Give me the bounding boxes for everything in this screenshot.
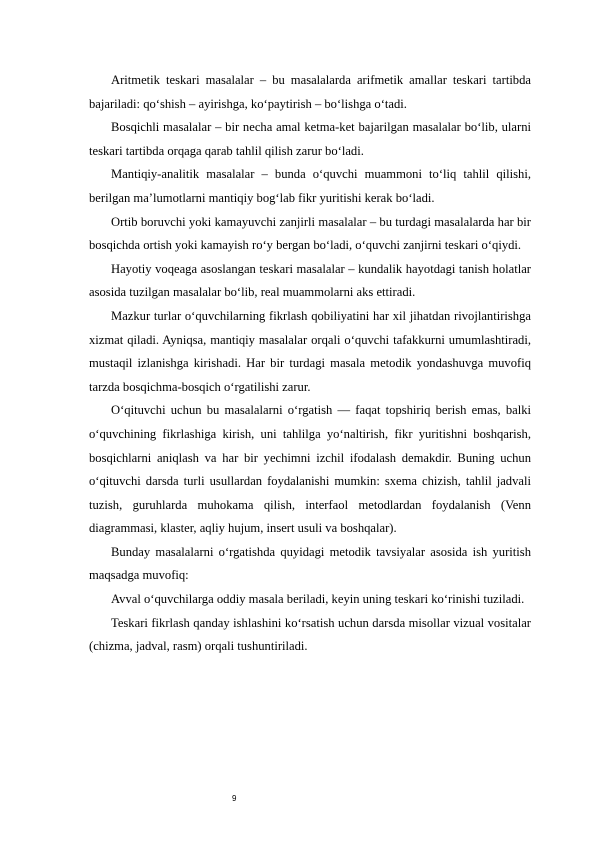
paragraph-teacher-role: O‘qituvchi uchun bu masalalarni o‘rgatish — faqat topshiriq berish emas, balki o‘quvchining fikrlashiga kirish, uni tahlilga yo‘naltirish, fikr yuritishni boshqarish, bosqichlarni aniqlash va har bir yechimni izchil ifodalash demakdir. Buning uchun o‘qituvchi darsda turli usullardan foydalanishi mumkin: sxema chizish, tahlil jadvali tuzish, guruhlarda muhokama qilish, interfaol metodlardan foydalanish (Venn diagrammasi, klaster, aqliy hujum, insert usuli va boshqalar). xyxy=(89,403,531,536)
page-body xyxy=(89,69,531,659)
paragraph-thinking-development: Mazkur turlar o‘quvchilarning fikrlash qobiliyatini har xil jihatdan rivojlantirishga xizmat qiladi. Ayniqsa, mantiqiy masalalar orqali o‘quvchi tafakkurni umumlashtiradi, mustaqil izlanishga kirishadi. Har bir turdagi masala metodik yondashuvga muvofiq tarzda bosqichma-bosqich o‘rgatilishi zarur. xyxy=(89,308,531,394)
paragraph-recommendations-intro: Bunday masalalarni o‘rgatishda quyidagi metodik tavsiyalar asosida ish yuritish maqsadga muvofiq: xyxy=(89,544,531,583)
paragraph-recommendation-visual: Teskari fikrlash qanday ishlashini ko‘rsatish uchun darsda misollar vizual vositalar (chizma, jadval, rasm) orqali tushuntiriladi. xyxy=(89,615,531,654)
paragraph-logical-analytic: Mantiqiy-analitik masalalar – bunda o‘quvchi muammoni to‘liq tahlil qilishi, berilgan ma’lumotlarni mantiqiy bog‘lab fikr yuritishi kerak bo‘ladi. xyxy=(89,167,531,205)
paragraph-stepwise: Bosqichli masalalar – bir necha amal ketma-ket bajarilgan masalalar bo‘lib, ularni teskari tartibda orqaga qarab tahlil qilish zarur bo‘ladi. xyxy=(89,120,531,158)
paragraph-arithmetic-inverse: Aritmetik teskari masalalar – bu masalalarda arifmetik amallar teskari tartibda bajariladi: qo‘shish – ayirishga, ko‘paytirish – bo‘lishga o‘tadi. xyxy=(89,73,531,111)
paragraph-real-life: Hayotiy voqeaga asoslangan teskari masalalar – kundalik hayotdagi tanish holatlar asosida tuzilgan masalalar bo‘lib, real muammolarni aks ettiradi. xyxy=(89,261,531,300)
paragraph-recommendation-simple-first: Avval o‘quvchilarga oddiy masala beriladi, keyin uning teskari ko‘rinishi tuziladi. xyxy=(111,592,525,607)
paragraph-chain: Ortib boruvchi yoki kamayuvchi zanjirli masalalar – bu turdagi masalalarda har bir bosqichda ortish yoki kamayish ro‘y bergan bo‘ladi, o‘quvchi zanjirni teskari o‘qiydi. xyxy=(89,214,531,253)
page-number: 9 xyxy=(232,794,237,803)
